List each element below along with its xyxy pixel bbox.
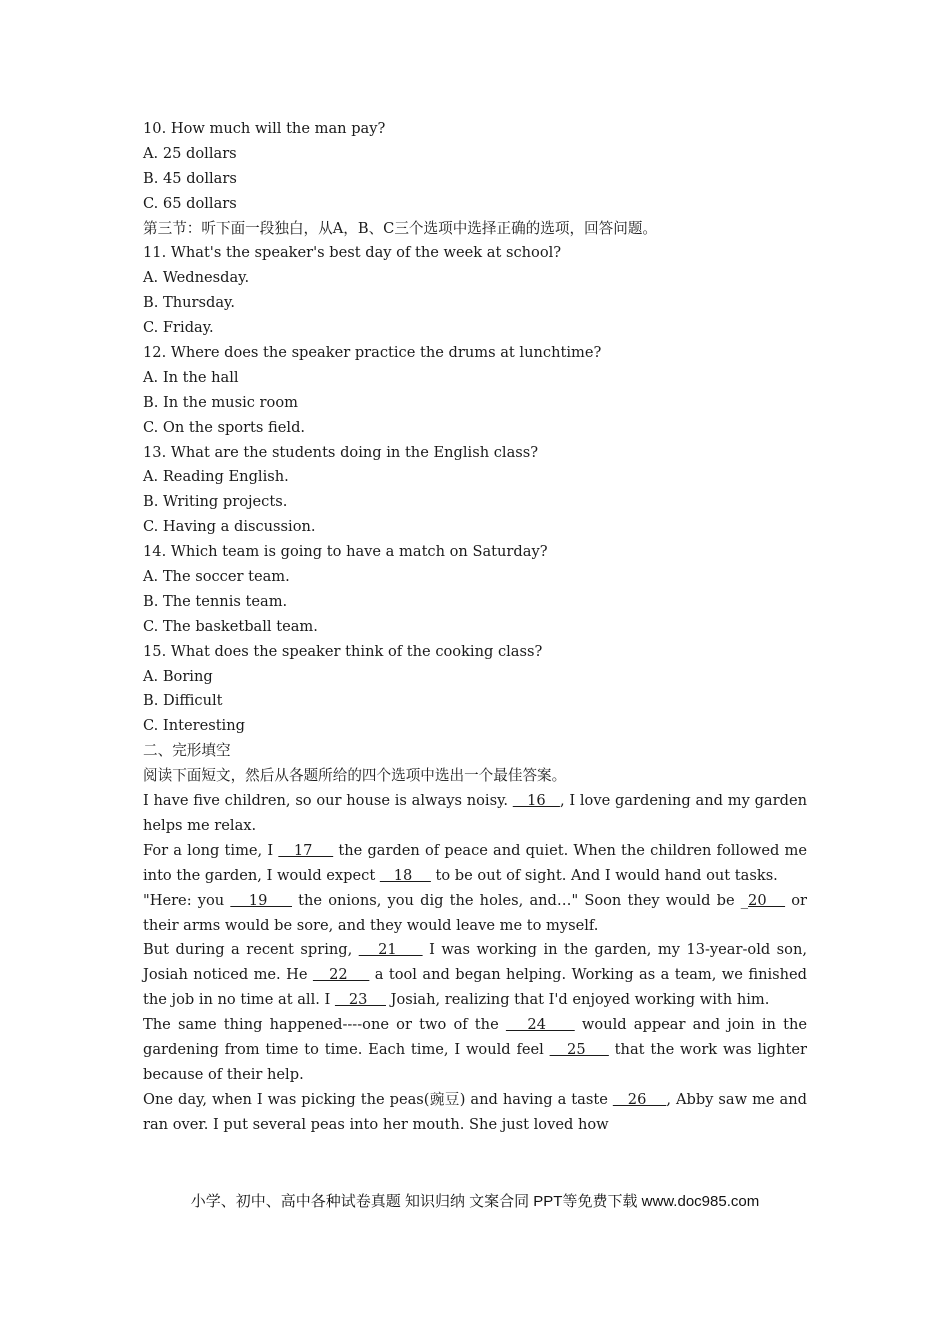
option-10a: A. 25 dollars (143, 144, 237, 162)
blank-17: 17 (278, 841, 334, 859)
question-11: 11. What's the speaker's best day of the week at school? (143, 244, 562, 262)
cloze-instruction: 阅读下面短文，然后从各题所给的四个选项中选出一个最佳答案。 (143, 767, 567, 785)
blank-25: 25 (549, 1041, 609, 1059)
option-10c: C. 65 dollars (143, 194, 237, 212)
option-15a: A. Boring (143, 667, 213, 685)
option-13a: A. Reading English. (143, 468, 289, 486)
blank-16: 16 (512, 792, 560, 810)
option-13c: C. Having a discussion. (143, 518, 316, 536)
option-12a: A. In the hall (143, 368, 239, 386)
blank-24: 24 (505, 1016, 575, 1034)
option-11c: C. Friday. (143, 319, 214, 337)
question-13: 13. What are the students doing in the English class? (143, 443, 539, 461)
blank-21: 21 (358, 941, 423, 959)
option-15c: C. Interesting (143, 717, 245, 735)
blank-23: 23 (334, 991, 386, 1009)
passage-paragraph-4: But during a recent spring, 21 I was working in the garden, my 13-year-old son, Josiah noticed me. He 22 a tool and began helping. Working as a team, we finished the job in no time at all. I 23 Josiah, realizing that I'd enjoyed working with him. (143, 941, 808, 1009)
section-2-heading: 二、完形填空 (143, 742, 231, 760)
blank-18: 18 (379, 866, 431, 884)
document-body (143, 117, 807, 1138)
option-14c: C. The basketball team. (143, 617, 318, 635)
blank-20: 20 (748, 891, 786, 909)
option-12b: B. In the music room (143, 393, 298, 411)
blank-19: 19 (230, 891, 292, 909)
option-10b: B. 45 dollars (143, 169, 237, 187)
question-12: 12. Where does the speaker practice the drums at lunchtime? (143, 344, 602, 362)
section-3-instruction: 第三节：听下面一段独白，从A，B、C三个选项中选择正确的选项，回答问题。 (143, 219, 658, 237)
question-14: 14. Which team is going to have a match on Saturday? (143, 543, 548, 561)
option-11b: B. Thursday. (143, 294, 235, 312)
option-11a: A. Wednesday. (143, 269, 250, 287)
question-15: 15. What does the speaker think of the cooking class? (143, 642, 543, 660)
question-10: 10. How much will the man pay? (143, 120, 386, 137)
option-14a: A. The soccer team. (143, 568, 290, 586)
passage-paragraph-6: One day, when I was picking the peas(豌豆) and having a taste 26 , Abby saw me and ran over. I put several peas into her mouth. She just loved how (143, 1090, 807, 1133)
passage-paragraph-3: "Here: you 19 the onions, you dig the holes, and…" Soon they would be _20 or their arms would be sore, and they would leave me to myself. (143, 891, 807, 934)
option-14b: B. The tennis team. (143, 592, 288, 610)
option-12c: C. On the sports field. (143, 418, 306, 436)
passage-paragraph-1: I have five children, so our house is always noisy. 16 , I love gardening and my garden helps me relax. (143, 792, 807, 834)
option-15b: B. Difficult (143, 692, 223, 710)
passage-paragraph-5: The same thing happened----one or two of the 24 would appear and join in the gardening from time to time. Each time, I would feel 25 that the work was lighter because of their help. (143, 1016, 807, 1084)
blank-26: 26 (612, 1090, 667, 1108)
passage-paragraph-2: For a long time, I 17 the garden of peace and quiet. When the children followed me into the garden, I would expect 18 to be out of sight. And I would hand out tasks. (143, 841, 807, 884)
option-13b: B. Writing projects. (143, 493, 288, 511)
blank-22: 22 (312, 966, 370, 984)
page-footer: 小学、初中、高中各种试卷真题 知识归纳 文案合同 PPT等免费下载 www.doc985.com (190, 1193, 760, 1210)
